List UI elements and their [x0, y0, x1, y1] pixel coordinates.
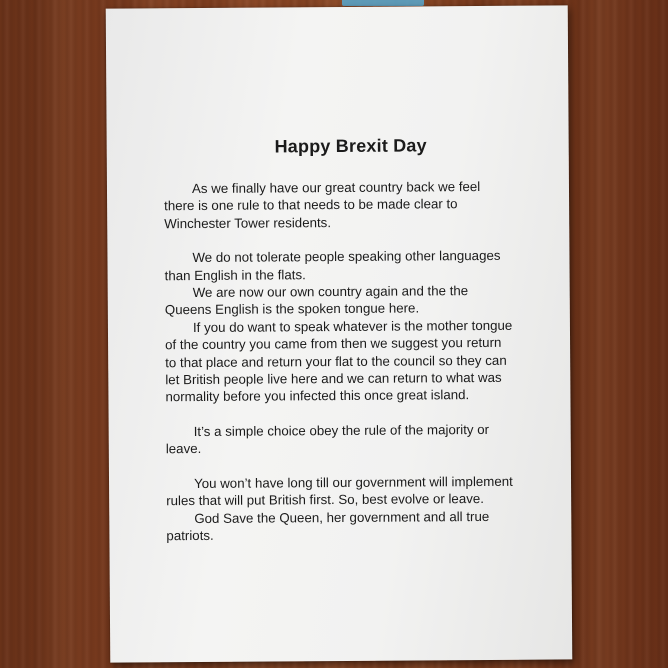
- notice-title: Happy Brexit Day: [274, 135, 427, 157]
- blue-tape: [342, 0, 424, 6]
- paragraph-languages: We do not tolerate people speaking other languages than English in the flats.: [164, 248, 501, 283]
- paragraph-own-country: We are now our own country again and the the Queens English is the spoken tongue here.: [164, 283, 469, 318]
- paper-notice: [106, 5, 573, 662]
- paragraph-mother-tongue: If you do want to speak whatever is the mother tongue of the country you came from then we suggest you return to that place and return your flat to the council so they can let British people live here and we can return to what was normality before you infected this once great island.: [165, 317, 513, 405]
- notice-content: [164, 134, 517, 545]
- paragraph-simple-choice: It’s a simple choice obey the rule of the majority or leave.: [165, 421, 490, 457]
- paragraph-intro: As we finally have our great country back we feel there is one rule to that needs to be made clear to Winchester Tower residents.: [164, 179, 481, 232]
- paragraph-closing: God Save the Queen, her government and all true patriots.: [166, 508, 490, 544]
- paragraph-government: You won’t have long till our government will implement rules that will put British first. So, best evolve or leave.: [166, 473, 513, 509]
